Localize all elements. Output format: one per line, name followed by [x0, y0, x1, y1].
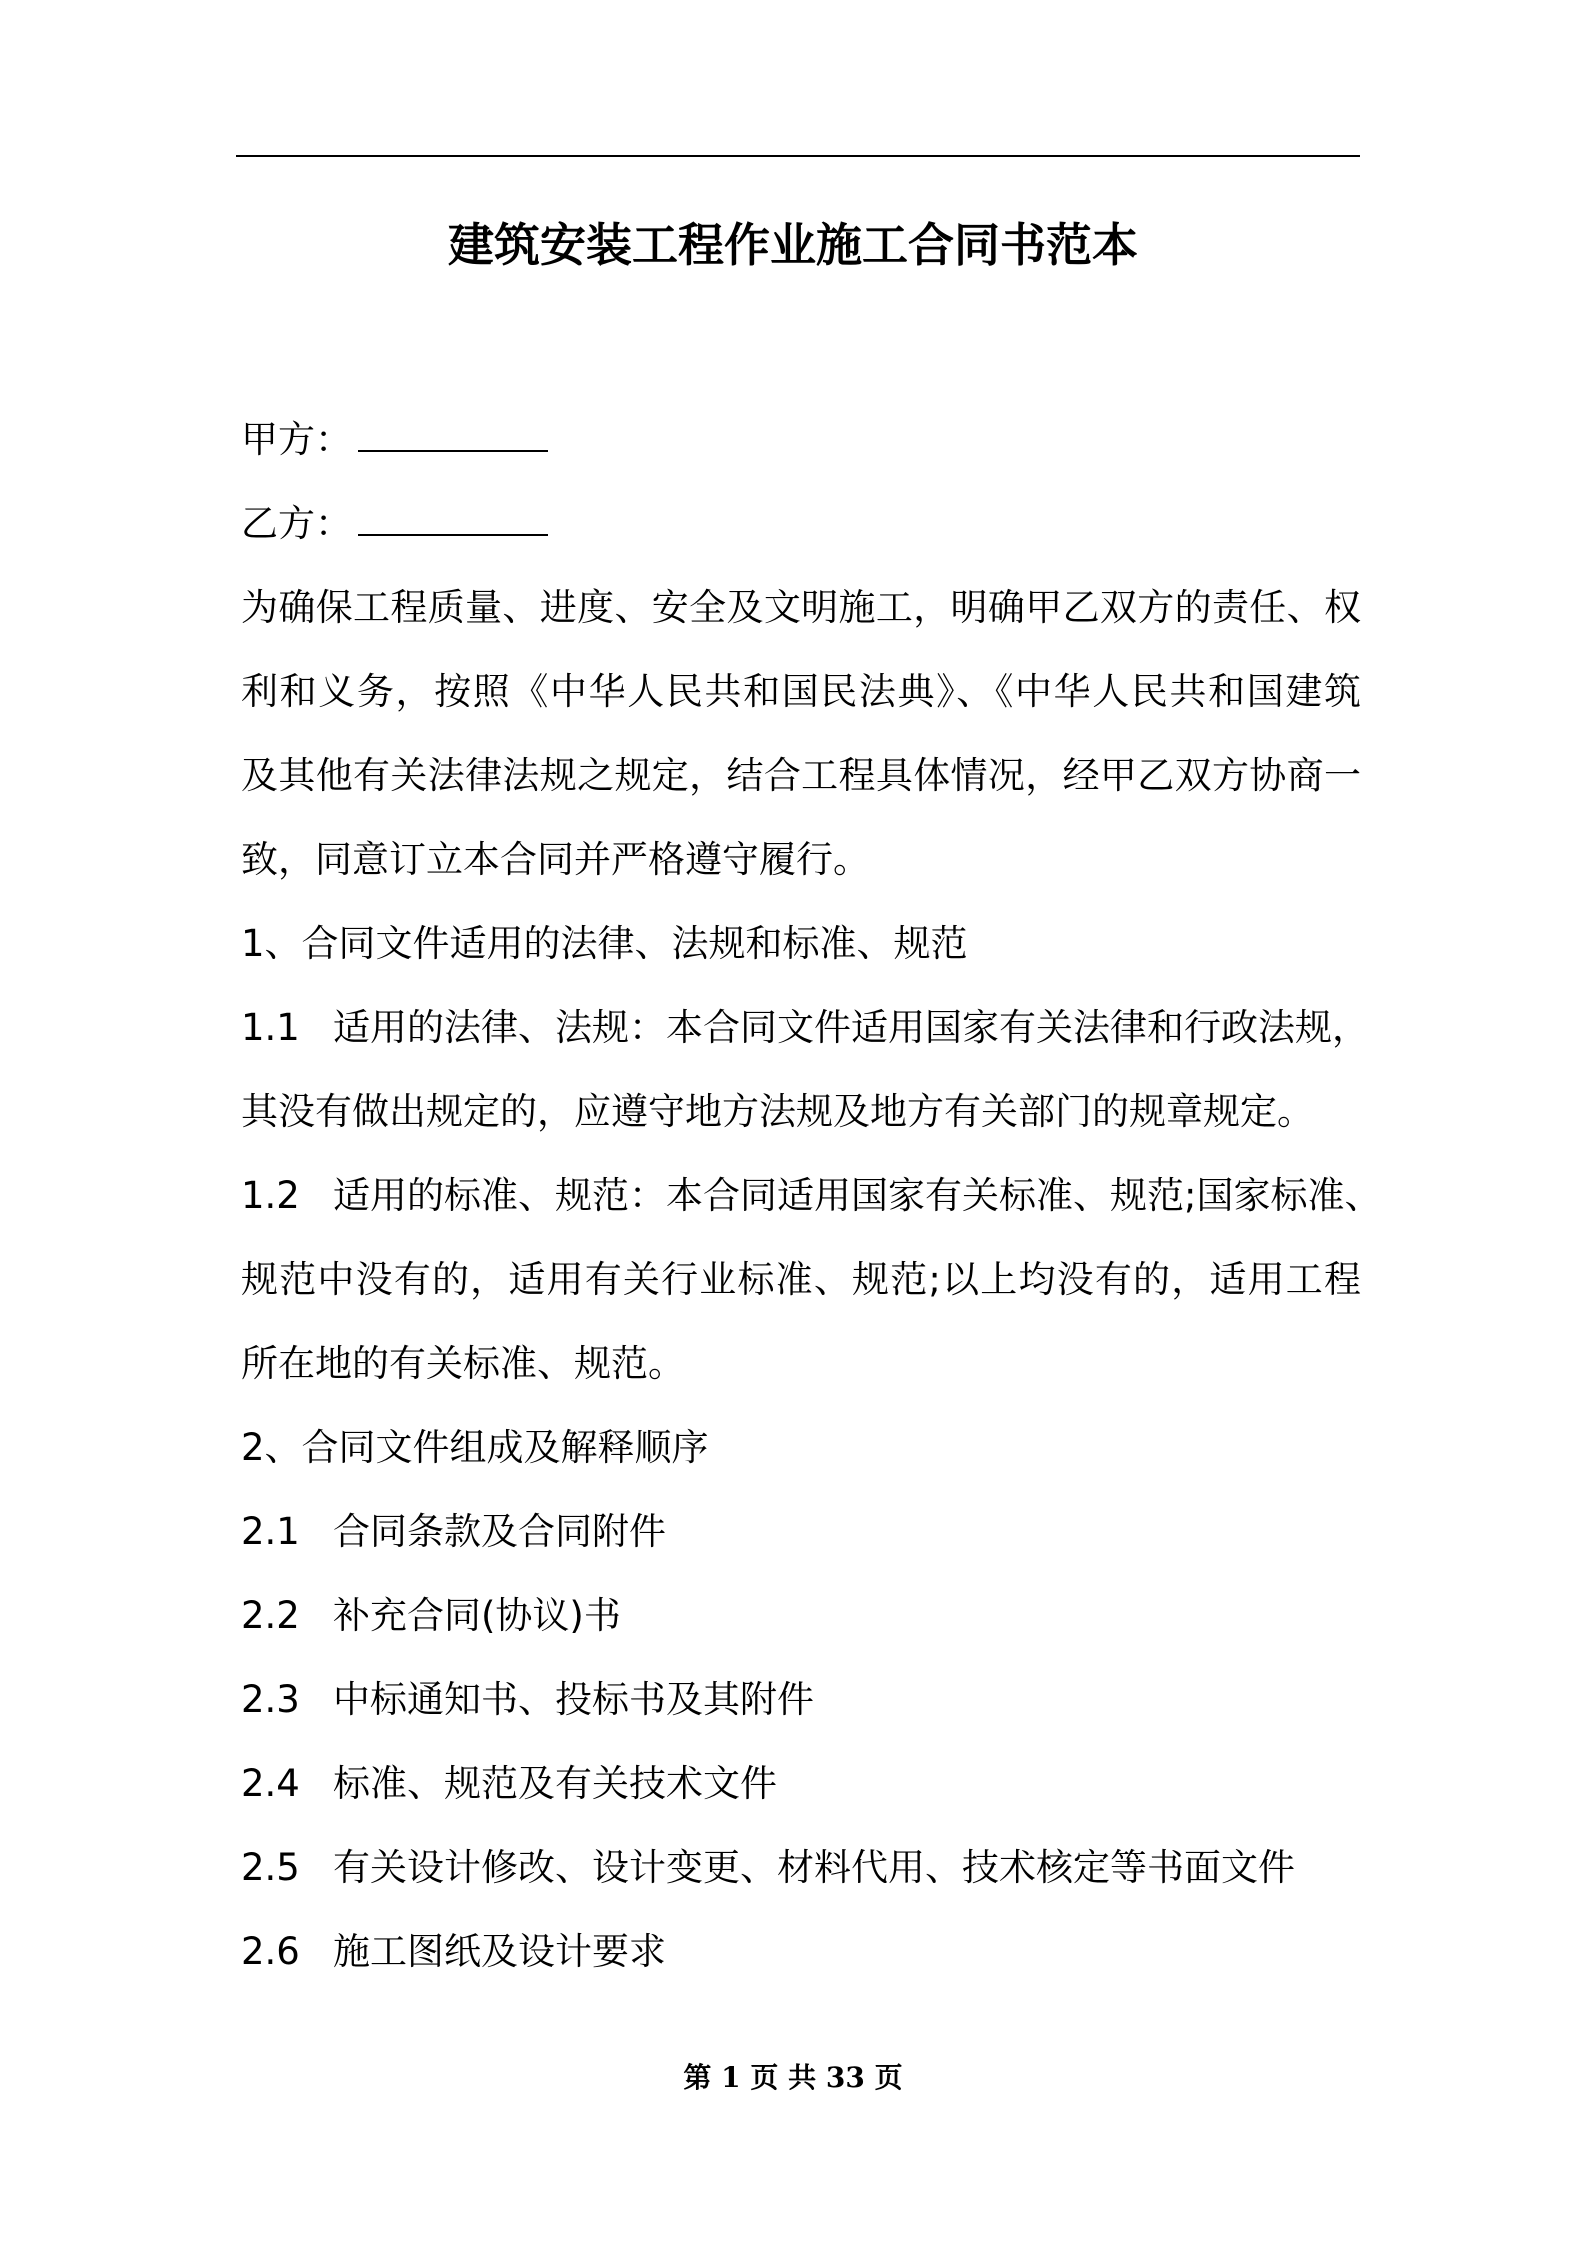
clause-1-2-text: 适用的标准、规范：本合同适用国家有关标准、规范;国家标准、	[333, 1174, 1382, 1217]
item-number: 2.4	[241, 1762, 300, 1805]
clause-1-1-number: 1.1	[241, 1006, 300, 1049]
item-text: 中标通知书、投标书及其附件	[333, 1678, 814, 1721]
party-a-blank	[358, 420, 548, 452]
item-text: 补充合同(协议)书	[333, 1594, 621, 1637]
item-number: 2.3	[241, 1678, 300, 1721]
item-number: 2.1	[241, 1510, 300, 1553]
clause-1-1-line-2: 其没有做出规定的，应遵守地方法规及地方有关部门的规章规定。	[241, 1090, 1314, 1133]
clause-1-2-line-2: 规范中没有的，适用有关行业标准、规范;以上均没有的，适用工程	[241, 1258, 1361, 1301]
clause-1-2-line-3: 所在地的有关标准、规范。	[241, 1342, 685, 1385]
clause-1-2-number: 1.2	[241, 1174, 300, 1217]
party-b-blank	[358, 504, 548, 536]
page-number-footer: 第 1 页 共 33 页	[683, 2061, 903, 2094]
section-1-heading: 1、合同文件适用的法律、法规和标准、规范	[241, 922, 968, 965]
clause-1-1-line-1	[241, 986, 1369, 1070]
item-number: 2.2	[241, 1594, 300, 1637]
list-item	[241, 1490, 1361, 1574]
item-text: 标准、规范及有关技术文件	[333, 1762, 777, 1805]
intro-line-2: 利和义务，按照《中华人民共和国民法典》、《中华人民共和国建筑	[241, 670, 1361, 713]
header-rule	[236, 155, 1360, 157]
list-item	[241, 1826, 1361, 1910]
intro-line-1: 为确保工程质量、进度、安全及文明施工，明确甲乙双方的责任、权	[241, 586, 1361, 629]
list-item	[241, 1658, 1361, 1742]
item-text: 有关设计修改、设计变更、材料代用、技术核定等书面文件	[333, 1846, 1295, 1889]
item-text: 施工图纸及设计要求	[333, 1930, 666, 1973]
party-a-label: 甲方：	[241, 418, 352, 461]
party-b-label: 乙方：	[241, 502, 352, 545]
item-number: 2.5	[241, 1846, 300, 1889]
list-item	[241, 1910, 1361, 1994]
item-number: 2.6	[241, 1930, 300, 1973]
item-text: 合同条款及合同附件	[333, 1510, 666, 1553]
intro-line-3: 及其他有关法律法规之规定，结合工程具体情况，经甲乙双方协商一	[241, 754, 1361, 797]
party-a-line	[241, 398, 1361, 482]
list-item	[241, 1742, 1361, 1826]
document-body	[241, 398, 1382, 1994]
list-item	[241, 1574, 1361, 1658]
clause-1-1-text: 适用的法律、法规：本合同文件适用国家有关法律和行政法规，	[333, 1006, 1369, 1049]
clause-1-2-line-1	[241, 1154, 1382, 1238]
section-2-heading: 2、合同文件组成及解释顺序	[241, 1426, 709, 1469]
party-b-line	[241, 482, 1361, 566]
document-title: 建筑安装工程作业施工合同书范本	[448, 218, 1138, 272]
intro-line-4: 致，同意订立本合同并严格遵守履行。	[241, 838, 870, 881]
